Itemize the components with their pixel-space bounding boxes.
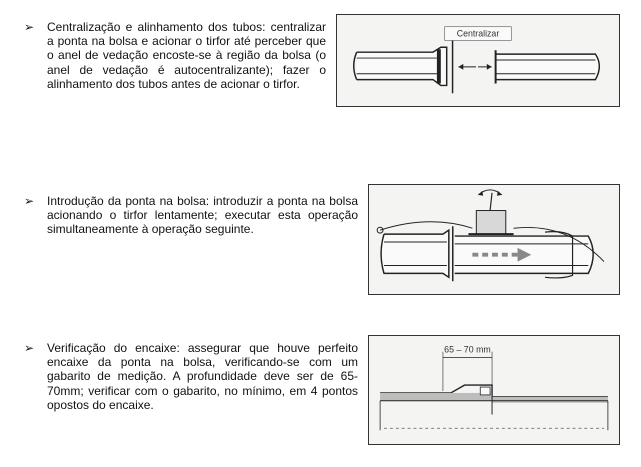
bullet-marker: ➢	[24, 20, 35, 34]
introducao-illustration	[369, 185, 619, 294]
step-text-verificacao: Verificação do encaixe: assegurar que houve perfeito encaixe da ponta na bolsa, verificando-se com um gabarito de medição. A profundidade deve ser de 65-70mm; verificar com o gabarito, no mínimo, em 4 pontos opostos do encaixe.	[47, 341, 358, 412]
centralizar-illustration	[337, 15, 619, 106]
figure-introducao	[368, 184, 620, 295]
step-text-centralizacao: Centralização e alinhamento dos tubos: centralizar a ponta na bolsa e acionar o tirfor até perceber que o anel de vedação encoste-se à região da bolsa (o anel de vedação é autocentralizante); fazer o alinhamento dos tubos antes de acionar o tirfor.	[47, 20, 326, 91]
figure-verificacao	[368, 335, 620, 445]
figure-label-centralizar: Centralizar	[456, 28, 500, 39]
bullet-marker: ➢	[24, 341, 35, 355]
figure-label-profundidade: 65 – 70 mm	[444, 344, 491, 355]
bullet-marker: ➢	[24, 194, 35, 208]
verificacao-illustration	[369, 336, 619, 444]
figure-centralizar	[336, 14, 620, 107]
step-text-introducao: Introdução da ponta na bolsa: introduzir a ponta na bolsa acionando o tirfor lentamente; executar esta operação simultaneamente à operação seguinte.	[47, 194, 358, 237]
